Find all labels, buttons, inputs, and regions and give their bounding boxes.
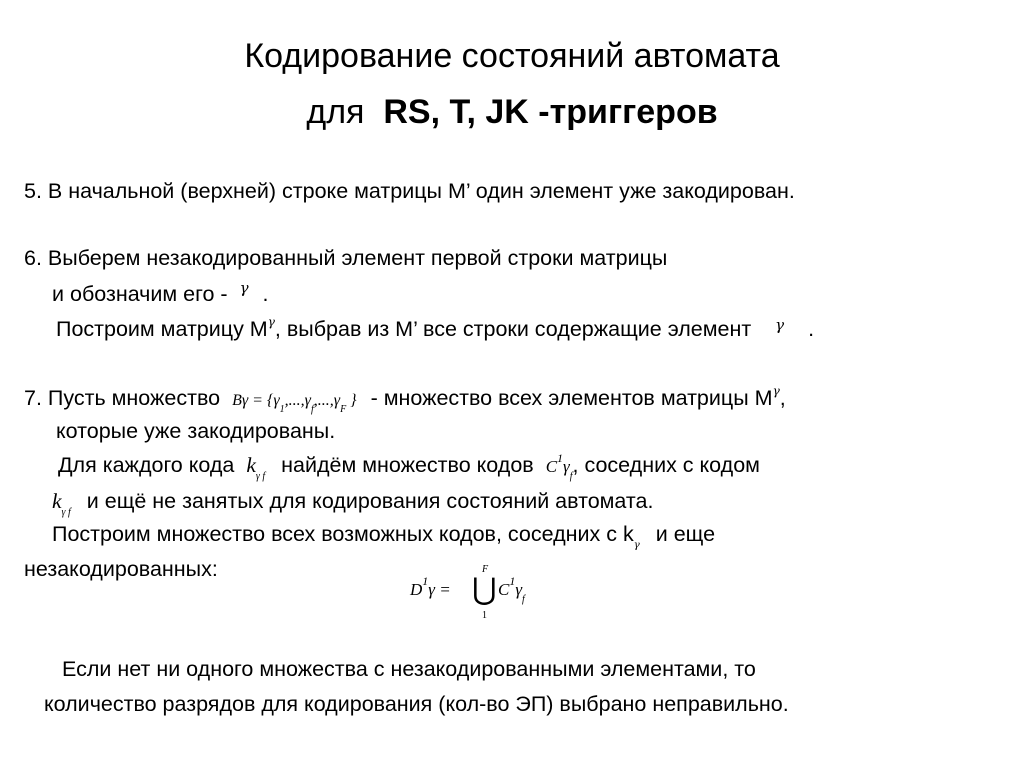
slide-title-line2 <box>0 92 1024 132</box>
gamma-superscript: γ <box>772 384 780 398</box>
k-gamma-f: $k_{\gamma f}$ <box>246 453 266 482</box>
p7-text: и ещё не занятых для кодирования состояний автомата. <box>86 489 654 513</box>
comma: , <box>779 386 786 410</box>
p7-text: Для каждого кода <box>58 453 235 477</box>
paragraph-7-line5 <box>52 521 715 552</box>
union-lower-limit: 1 <box>482 610 487 621</box>
p6-text: Построим матрицу M <box>56 317 268 341</box>
p6-text: , выбрав из M’ все строки содержащие элемент <box>274 317 752 341</box>
gamma-symbol: γ <box>775 316 785 334</box>
paragraph-7-line3 <box>58 452 760 483</box>
gamma-subscript: γ <box>633 540 640 551</box>
c-gamma-f: $C^1\gamma_f$ <box>545 451 573 482</box>
paragraph-7-line2: которые уже закодированы. <box>56 419 336 443</box>
p7-text: и еще <box>655 522 716 546</box>
gamma-symbol: γ <box>239 279 249 297</box>
title-prefix: для <box>306 93 365 131</box>
d-gamma: $D^1\gamma$ = <box>410 574 451 599</box>
title-bold: RS, T, JK -триггеров <box>383 93 718 131</box>
paragraph-5: 5. В начальной (верхней) строке матрицы M’ один элемент уже закодирован. <box>24 179 795 203</box>
p6-text: и обозначим его - <box>52 282 228 306</box>
period: . <box>808 317 815 341</box>
p7-text: 7. Пусть множество <box>24 386 221 410</box>
set-formula: $B\gamma = \{\gamma_1,...,\gamma_f,...,\gamma_F$ } <box>232 392 357 415</box>
slide-title-line1: Кодирование состояний автомата <box>244 37 780 75</box>
gamma-superscript: γ <box>267 315 275 329</box>
paragraph-7-line6: незакодированных: <box>24 557 218 581</box>
k-gamma-f: $k_{\gamma f}$ <box>52 489 71 518</box>
p7-text: найдём множество кодов <box>281 453 534 477</box>
p7-text: - множество всех элементов матрицы M <box>370 386 773 410</box>
union-upper-limit: F <box>482 564 489 575</box>
period: . <box>262 282 269 306</box>
paragraph-6-line2 <box>52 281 269 309</box>
union-symbol: ⋃ <box>472 573 497 606</box>
union-formula <box>410 560 580 630</box>
p7-text: Построим множество всех возможных кодов, соседних с k <box>52 522 634 546</box>
paragraph-7-line1 <box>24 385 786 416</box>
paragraph-8-line1: Если нет ни одного множества с незакодированными элементами, то <box>62 657 756 681</box>
paragraph-6-line1: 6. Выберем незакодированный элемент первой строки матрицы <box>24 246 668 270</box>
paragraph-7-line4 <box>52 488 653 519</box>
paragraph-6-line3 <box>56 316 814 345</box>
paragraph-8-line2: количество разрядов для кодирования (кол-во ЭП) выбрано неправильно. <box>44 692 789 716</box>
c-gamma-f-union: $C^1\gamma_f$ <box>498 574 525 605</box>
p7-text: , соседних с кодом <box>572 453 760 477</box>
